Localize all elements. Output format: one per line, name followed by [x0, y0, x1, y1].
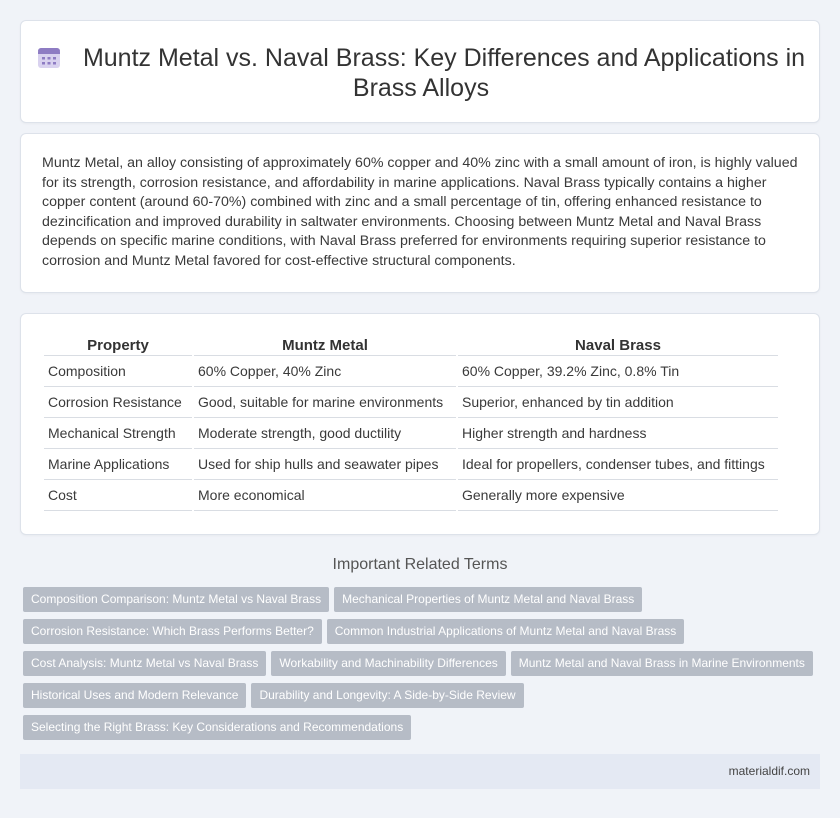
table-row — [44, 356, 778, 387]
cell-naval: Ideal for propellers, condenser tubes, and fittings — [458, 449, 778, 480]
related-term-link[interactable]: Durability and Longevity: A Side-by-Side Review — [251, 683, 523, 708]
calendar-icon — [37, 45, 61, 69]
related-terms-title: Important Related Terms — [332, 556, 508, 573]
title-line-1: Muntz Metal vs. Naval Brass: Key Differences and Applications in — [82, 44, 806, 72]
cell-muntz: Moderate strength, good ductility — [194, 418, 456, 449]
cell-property: Corrosion Resistance — [44, 387, 192, 418]
cell-naval: Superior, enhanced by tin addition — [458, 387, 778, 418]
comparison-table — [42, 334, 780, 511]
header-property: Property — [44, 334, 192, 356]
footer-site-link[interactable]: materialdif.com — [728, 764, 810, 778]
related-term-link[interactable]: Muntz Metal and Naval Brass in Marine Environments — [511, 651, 813, 676]
cell-muntz: Used for ship hulls and seawater pipes — [194, 449, 456, 480]
table-row — [44, 418, 778, 449]
table-row — [44, 387, 778, 418]
related-terms-list — [23, 587, 823, 747]
header-card — [20, 20, 820, 123]
related-term-link[interactable]: Workability and Machinability Differences — [271, 651, 505, 676]
header-naval-brass: Naval Brass — [458, 334, 778, 356]
cell-muntz: 60% Copper, 40% Zinc — [194, 356, 456, 387]
related-term-link[interactable]: Mechanical Properties of Muntz Metal and Naval Brass — [334, 587, 642, 612]
related-term-link[interactable]: Historical Uses and Modern Relevance — [23, 683, 246, 708]
related-term-link[interactable]: Corrosion Resistance: Which Brass Performs Better? — [23, 619, 322, 644]
table-row — [44, 480, 778, 511]
related-term-link[interactable]: Cost Analysis: Muntz Metal vs Naval Brass — [23, 651, 266, 676]
cell-naval: Generally more expensive — [458, 480, 778, 511]
comparison-card — [20, 313, 820, 535]
cell-muntz: Good, suitable for marine environments — [194, 387, 456, 418]
intro-paragraph: Muntz Metal, an alloy consisting of approximately 60% copper and 40% zinc with a small amount of iron, is highly valued for its strength, corrosion resistance, and affordability in marine applications. Naval Brass typically contains a higher copper content (around 60-70%) combined with zinc and a small percentage of tin, offering enhanced resistance to dezincification and improved durability in saltwater environments. Choosing between Muntz Metal and Naval Brass depends on specific marine conditions, with Naval Brass preferred for environments requiring superior resistance to corrosion and Muntz Metal favored for cost-effective structural components. — [42, 155, 798, 269]
header-muntz-metal: Muntz Metal — [194, 334, 456, 356]
cell-property: Cost — [44, 480, 192, 511]
title-line-2: Brass Alloys — [352, 74, 490, 102]
footer — [20, 754, 820, 789]
page-title — [21, 43, 821, 103]
related-term-link[interactable]: Selecting the Right Brass: Key Considerations and Recommendations — [23, 715, 411, 740]
table-row — [44, 449, 778, 480]
cell-property: Mechanical Strength — [44, 418, 192, 449]
cell-property: Composition — [44, 356, 192, 387]
related-term-link[interactable]: Common Industrial Applications of Muntz Metal and Naval Brass — [327, 619, 685, 644]
table-header-row — [44, 334, 778, 356]
intro-card — [20, 133, 820, 293]
cell-naval: Higher strength and hardness — [458, 418, 778, 449]
cell-naval: 60% Copper, 39.2% Zinc, 0.8% Tin — [458, 356, 778, 387]
cell-property: Marine Applications — [44, 449, 192, 480]
cell-muntz: More economical — [194, 480, 456, 511]
related-term-link[interactable]: Composition Comparison: Muntz Metal vs Naval Brass — [23, 587, 329, 612]
